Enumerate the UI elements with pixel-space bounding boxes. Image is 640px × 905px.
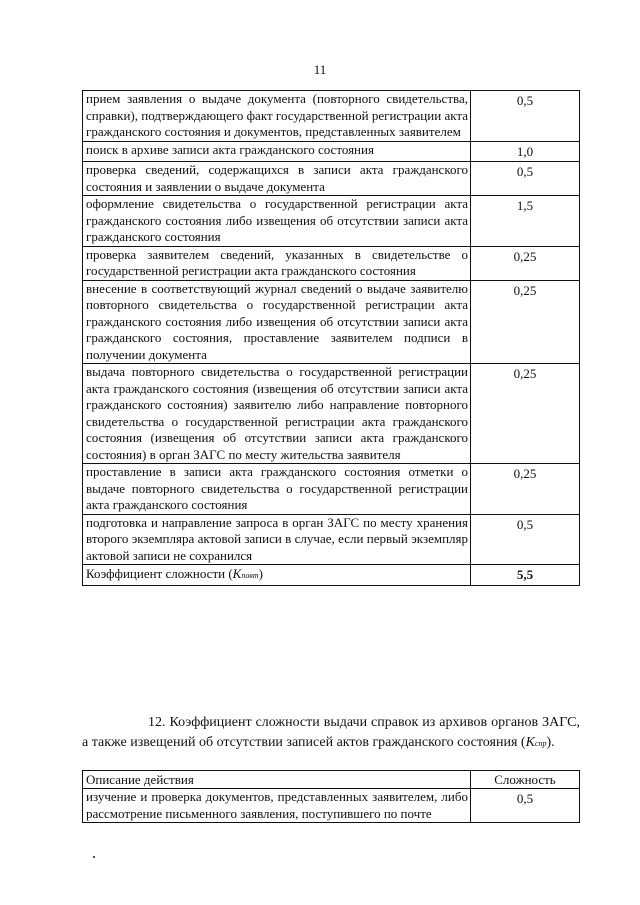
table-row — [83, 246, 580, 280]
row-value: 0,5 — [471, 514, 580, 565]
row-value: 1,5 — [471, 196, 580, 247]
table-row — [83, 162, 580, 196]
row-value: 0,25 — [471, 246, 580, 280]
table-row — [83, 789, 580, 823]
paragraph-text: 12. Коэффициент сложности выдачи справок из архивов органов ЗАГС, а также извещений об отсутствии записей актов гражданского состояния ( — [82, 715, 580, 750]
table-row — [83, 91, 580, 142]
row-description: прием заявления о выдаче документа (повторного свидетельства, справки), подтверждающего факт государственной регистрации акта гражданского состояния и документов, представленных заявителем — [83, 91, 471, 142]
header-row — [83, 771, 580, 789]
certificates-complexity-table — [82, 770, 580, 823]
row-value: 1,0 — [471, 141, 580, 162]
total-value: 5,5 — [471, 565, 580, 586]
row-value: 0,5 — [471, 162, 580, 196]
page-number: 11 — [313, 62, 327, 77]
header-description: Описание действия — [83, 771, 471, 789]
row-description: выдача повторного свидетельства о государственной регистрации акта гражданского состояния (извещения об отсутствии записи акта гражданского состояния) заявителю либо направление повторного свидетельства о государственной регистрации акта гражданского состояния (извещения об отсутствии записи акта гражданского состояния) в орган ЗАГС по месту жительства заявителя — [83, 364, 471, 464]
row-description: внесение в соответствующий журнал сведений о выдаче заявителю повторного свидетельства о государственной регистрации акта гражданского состояния либо извещения об отсутствии записи акта гражданского состояния, проставление заявителем подписи в получении документа — [83, 280, 471, 364]
complexity-table — [82, 90, 580, 586]
row-description: поиск в архиве записи акта гражданского состояния — [83, 141, 471, 162]
table-row — [83, 141, 580, 162]
row-value: 0,5 — [471, 91, 580, 142]
total-symbol: K — [232, 565, 242, 581]
total-row — [83, 565, 580, 586]
row-value: 0,25 — [471, 280, 580, 364]
total-label-text: Коэффициент сложности ( — [86, 565, 233, 581]
table-row — [83, 196, 580, 247]
row-description: проставление в записи акта гражданского состояния отметки о выдаче повторного свидетельства о государственной регистрации акта гражданского состояния — [83, 464, 471, 515]
row-description: оформление свидетельства о государственной регистрации акта гражданского состояния либо извещения об отсутствии записи акта гражданского состояния — [83, 196, 471, 247]
row-value: 0,5 — [471, 789, 580, 823]
row-value: 0,25 — [471, 464, 580, 515]
total-close: ) — [258, 565, 263, 581]
paragraph-close: ). — [546, 735, 555, 750]
section-12-paragraph — [82, 713, 580, 754]
table-row — [83, 364, 580, 464]
row-description: проверка заявителем сведений, указанных в свидетельстве о государственной регистрации акта гражданского состояния — [83, 246, 471, 280]
row-description: изучение и проверка документов, представленных заявителем, либо рассмотрение письменного заявления, поступившего по почте — [83, 789, 471, 823]
total-subscript: повт — [241, 570, 259, 580]
row-description: проверка сведений, содержащихся в записи акта гражданского состояния и заявлении о выдаче документа — [83, 162, 471, 196]
table-row — [83, 464, 580, 515]
paragraph-symbol: K — [525, 735, 535, 750]
scan-speck — [93, 856, 95, 858]
table-row — [83, 514, 580, 565]
row-value: 0,25 — [471, 364, 580, 464]
row-description: подготовка и направление запроса в орган ЗАГС по месту хранения второго экземпляра актовой записи в случае, если первый экземпляр актовой записи не сохранился — [83, 514, 471, 565]
table-row — [83, 280, 580, 364]
total-label — [83, 565, 471, 586]
paragraph-subscript: спр — [534, 739, 547, 748]
header-complexity: Сложность — [471, 771, 580, 789]
